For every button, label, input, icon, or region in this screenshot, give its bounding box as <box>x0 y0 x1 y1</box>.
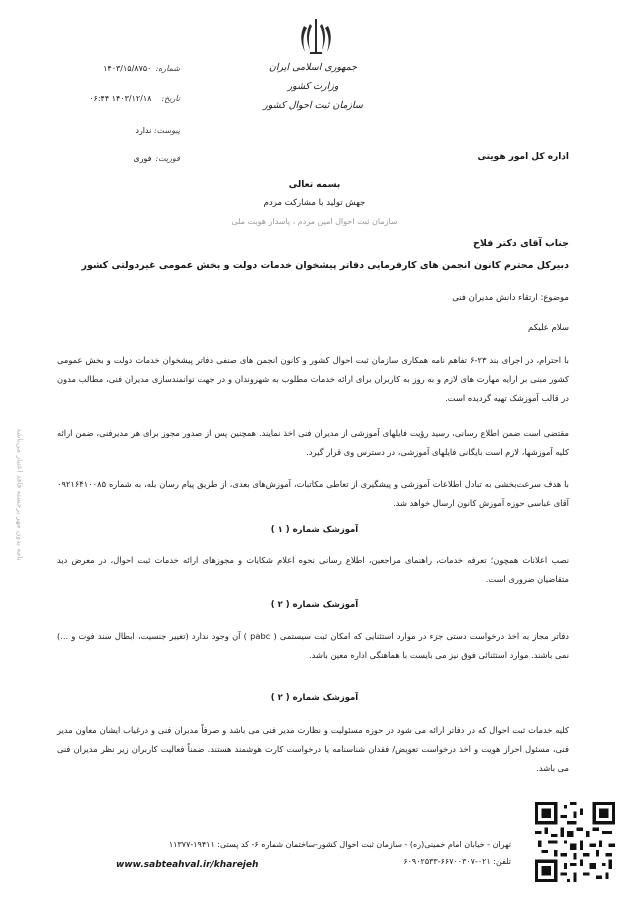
department-name: اداره کل امور هویتی <box>477 152 569 162</box>
greeting: سلام علیکم <box>528 323 569 333</box>
validity-side-note: نامه بدون مهر برجسته فاقد اعتبار می‌باشد <box>15 428 25 561</box>
year-slogan: جهش تولید با مشارکت مردم <box>263 198 366 208</box>
recipient-name: جناب آقای دکتر فلاح <box>473 238 569 249</box>
date-value: ۱۴۰۳/۱۲/۱۸ ۰۶:۴۴ <box>89 94 152 103</box>
priority-value: فوری <box>133 154 152 163</box>
gov-line-1: جمهوری اسلامی ایران <box>268 62 358 73</box>
attachment-value: ندارد <box>135 126 152 135</box>
training-heading-1: آموزشک شماره ( ۱ ) <box>270 525 359 535</box>
training-text-1: نصب اعلانات همچون؛ تعرفه خدمات، راهنمای مراجعین، اطلاع رسانی نحوه اعلام شکایات و مجوزهای ارائه خدمات ثبت احوال، در معرض دید متقاضیان ضروری است. <box>57 555 569 584</box>
recipient-title: دبیرکل محترم کانون انجمن های کارفرمایی دفاتر پیشخوان خدمات دولت و بخش عمومی غیردولتی کشور <box>81 260 569 271</box>
gov-line-2: وزارت کشور <box>287 81 339 92</box>
letter-subject: موضوع: ارتقاء دانش مدیران فنی <box>452 293 569 303</box>
priority-label: فوریت: <box>155 154 180 163</box>
number-value: ۱۴۰۳/۱۵/۸۷۵۰ <box>103 64 152 73</box>
body-paragraph: با هدف سرعت‌بخشی به تبادل اطلاعات آموزشی و پیشگیری از تعاطی مکاتبات، آموزش‌های بعدی، از طریق پیام رسان بله، به شماره ۰۹۲۱۶۴۱۰۰۸۵ آقای عباسی حوزه آموزش کانون ارسال خواهد شد. <box>57 479 569 508</box>
iran-emblem-icon <box>298 16 334 56</box>
date-label: تاریخ: <box>161 94 180 103</box>
gov-line-3: سازمان ثبت احوال کشور <box>263 100 363 111</box>
body-paragraph: مقتضی است ضمن اطلاع رسانی، رسید رؤیت فایلهای آموزشی از مدیران فنی اخذ نمایند. همچنین پس از صدور مجوز برای هر مدیرفنی، ضمن ارائه کلیه آموزشها، لازم است بایگانی فایلهای آموزشی، در دسترس وی قرار گیرد. <box>57 428 569 457</box>
basmala: بسمه تعالی <box>288 180 341 190</box>
priority-row <box>70 154 180 168</box>
date-row <box>70 94 180 108</box>
footer-phone: تلفن: ۰۲۱-۶۶۷۰۰۳۰۷-۶۰۹۰۲۵۳۳ <box>403 857 511 866</box>
body-paragraph: با احترام، در اجرای بند ۲۳-۶ تفاهم نامه همکاری سازمان ثبت احوال کشور و کانون انجمن های صنفی دفاتر پیشخوان خدمات دولت و بخش عمومی کشور مبنی بر ارایه مهارت های لازم و به روز به کاربران برای ارائه خدمات مطلوب به شهروندان و در جهت توانمندسازی مدیران فنی، مطالب مدون در قالب آموزشک تهیه گردیده است. <box>57 355 569 403</box>
footer-address: تهران - خیابان امام خمینی(ره) - سازمان ثبت احوال کشور-ساختمان شماره ۶- کد پستی: ۱۹۴۱۱-۱۱۳۷۷ <box>168 840 511 849</box>
footer-website-link[interactable]: www.sabteahval.ir/kharejeh <box>116 860 259 870</box>
number-row <box>70 64 180 78</box>
attachment-label: پیوست: <box>153 126 180 135</box>
training-text-2: دفاتر مجاز به اخذ درخواست دستی جزء در موارد استثنایی که امکان ثبت سیستمی ( pabc ) آن وجود ندارد (تغییر جنسیت، ابطال سند فوت و ...) نمی باشند. موارد استثنائی فوق نیز می بایست با هماهنگی اداره معین باشد. <box>57 631 569 660</box>
organization-motto: سازمان ثبت احوال امین مردم ، پاسدار هویت ملی <box>231 217 398 226</box>
training-heading-2: آموزشک شماره ( ۲ ) <box>270 600 359 610</box>
attachment-row <box>70 126 180 140</box>
government-header <box>258 58 368 115</box>
qr-code-icon <box>535 802 615 882</box>
training-heading-3: آموزشک شماره ( ۲ ) <box>270 693 359 703</box>
training-text-3: کلیه خدمات ثبت احوال که در دفاتر ارائه می شود در حوزه مسئولیت و نظارت مدیر فنی می باشد و صرفاً مدیران فنی و درغیاب ایشان معاون مدیر فنی، مسئول احراز هویت و اخذ درخواست تعویض/ فقدان شناسنامه یا درخواست کارت هوشمند هستند. ضمناً فعالیت کاربران زیر نظر مدیران فنی می باشد. <box>57 725 569 773</box>
number-label: شماره: <box>155 64 180 73</box>
